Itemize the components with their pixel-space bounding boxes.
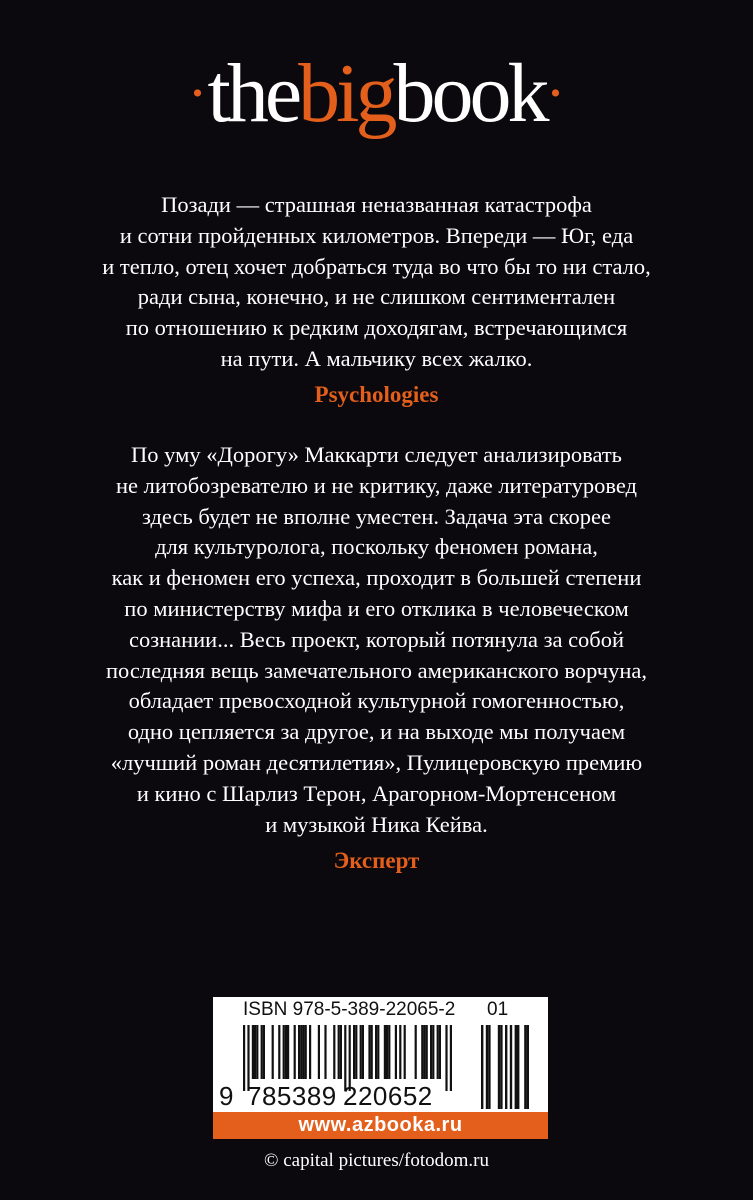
- barcode-bar: [243, 1025, 245, 1091]
- logo-text-the: the: [207, 47, 299, 140]
- barcode-bar: [395, 1025, 397, 1079]
- barcode-bar: [256, 1025, 258, 1079]
- barcode-bar: [353, 1025, 355, 1079]
- barcode-bar: [305, 1025, 307, 1079]
- barcode-addon-bar: [486, 1025, 488, 1109]
- barcode-bar: [278, 1025, 280, 1079]
- barcode-bar: [368, 1025, 370, 1079]
- barcode-bar: [298, 1025, 300, 1079]
- photo-credit: © capital pictures/fotodom.ru: [264, 1150, 489, 1171]
- quote-line: одно цепляется за другое, и на выходе мы получаем: [127, 719, 626, 745]
- barcode-bar: [254, 1025, 256, 1079]
- barcode-bar: [445, 1025, 447, 1091]
- quote-line: не литобозревателю и не критику, даже литературовед: [116, 472, 637, 498]
- barcode-addon-bar: [527, 1025, 529, 1109]
- logo-text-big: big: [298, 47, 394, 140]
- barcode-bar: [272, 1025, 274, 1079]
- barcode-bar: [426, 1025, 428, 1079]
- logo-dot-left: ·: [187, 60, 208, 126]
- barcode-bar: [263, 1025, 265, 1079]
- barcode-addon-bar: [524, 1025, 526, 1109]
- logo-text-book: book: [393, 47, 546, 140]
- quote-line: и музыкой Ника Кейва.: [265, 811, 488, 837]
- barcode-addon-bar: [498, 1025, 500, 1109]
- review-quote-psychologies: [60, 190, 693, 375]
- barcode-bar: [375, 1025, 377, 1079]
- quote-line: обладает превосходной культурной гомогенностью,: [128, 688, 625, 714]
- barcode-bar: [302, 1025, 304, 1079]
- barcode-bar: [437, 1025, 439, 1079]
- publisher-series-logo: [0, 47, 753, 140]
- barcode-addon-bar: [517, 1025, 519, 1109]
- barcode-bar: [415, 1025, 417, 1079]
- barcode-bar: [399, 1025, 401, 1079]
- quote-line: как и феномен его успеха, проходит в большей степени: [111, 565, 642, 591]
- review-source-psychologies: Psychologies: [314, 382, 439, 407]
- barcode-bar: [338, 1025, 340, 1079]
- review-quote-expert: [60, 440, 693, 840]
- barcode-bar: [340, 1025, 342, 1079]
- barcode-bar: [362, 1025, 364, 1079]
- barcode-bar: [404, 1025, 406, 1079]
- barcode-addon-bar: [500, 1025, 502, 1109]
- barcode-bar: [300, 1025, 302, 1079]
- barcode-addon-bar: [505, 1025, 507, 1109]
- barcode-addon-bar: [488, 1025, 490, 1109]
- quote-line: последняя вещь замечательного американского ворчуна,: [106, 657, 647, 683]
- barcode-addon-number: 01: [487, 999, 509, 1020]
- quote-line: по отношению к редким доходягам, встречающимся: [125, 315, 628, 341]
- quote-line: для культуролога, поскольку феномен романа,: [155, 534, 598, 560]
- barcode-bar: [318, 1025, 320, 1079]
- barcode-bar: [450, 1025, 452, 1091]
- barcode-bar: [261, 1025, 263, 1079]
- barcode-bar: [439, 1025, 441, 1079]
- quote-line: «лучший роман десятилетия», Пулицеровскую премию: [110, 749, 643, 775]
- barcode-bar: [333, 1025, 335, 1079]
- quote-line: на пути. А мальчику всех жалко.: [220, 345, 533, 371]
- isbn-number: ISBN 978-5-389-22065-2: [243, 999, 456, 1020]
- barcode-addon-bar: [515, 1025, 517, 1109]
- quote-line: и сотни пройденных километров. Впереди — Юг, еда: [119, 222, 634, 248]
- barcode-digits-left: 785389: [247, 1081, 337, 1111]
- barcode-bar: [432, 1025, 434, 1079]
- barcode-bar: [377, 1025, 379, 1079]
- barcode-addon-bar: [510, 1025, 512, 1109]
- barcode-bar: [384, 1025, 386, 1079]
- quote-line: и кино с Шарлиз Терон, Арагорном-Мортенсеном: [136, 780, 617, 806]
- barcode-bar: [360, 1025, 362, 1079]
- barcode-bar: [283, 1025, 285, 1079]
- quote-line: По уму «Дорогу» Маккарти следует анализировать: [131, 442, 622, 467]
- barcode-bar: [388, 1025, 390, 1079]
- quote-line: здесь будет не вполне уместен. Задача эта скорее: [142, 503, 611, 529]
- quote-line: Позади — страшная неназванная катастрофа: [161, 192, 592, 217]
- quote-line: ради сына, конечно, и не слишком сентиментален: [137, 284, 616, 310]
- barcode-bar: [355, 1025, 357, 1079]
- barcode-addon-bar: [481, 1025, 483, 1109]
- logo-dot-right: ·: [545, 60, 566, 126]
- isbn-barcode: [213, 997, 548, 1139]
- barcode-bar: [423, 1025, 425, 1079]
- barcode-first-digit: 9: [219, 1081, 234, 1111]
- quote-line: и тепло, отец хочет добраться туда во что бы то ни стало,: [102, 253, 651, 279]
- publisher-website: www.azbooka.ru: [213, 1112, 548, 1139]
- barcode-bar: [386, 1025, 388, 1079]
- quote-line: сознании... Весь проект, который потянула за собой: [128, 626, 625, 652]
- barcode-bar: [285, 1025, 287, 1079]
- barcode-bar: [430, 1025, 432, 1079]
- barcode-digits-right: 220652: [343, 1081, 433, 1111]
- barcode-bar: [309, 1025, 311, 1079]
- barcode-bar: [324, 1025, 326, 1079]
- barcode-bar: [421, 1025, 423, 1079]
- barcode-bar: [252, 1025, 254, 1079]
- quote-line: по министерству мифа и его отклика в человеческом: [124, 595, 629, 621]
- barcode-bar: [287, 1025, 289, 1079]
- barcode-bar: [371, 1025, 373, 1079]
- review-source-expert: Эксперт: [333, 848, 420, 873]
- barcode-bar: [294, 1025, 296, 1079]
